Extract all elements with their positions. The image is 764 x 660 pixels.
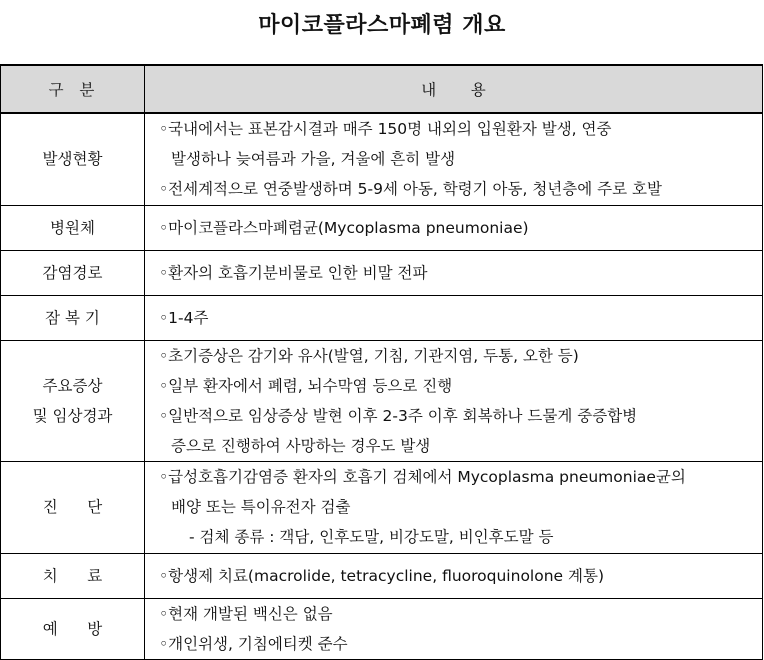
row-label bbox=[1, 250, 145, 295]
row-label-text: 예 방 bbox=[42, 619, 103, 638]
content-line: ◦급성호흡기감염증 환자의 호흡기 검체에서 Mycoplasma pneumoniae균의 bbox=[159, 468, 686, 486]
row-content bbox=[145, 113, 763, 205]
row-label-text: 잠 복 기 bbox=[45, 308, 100, 327]
content-line: ◦초기증상은 감기와 유사(발열, 기침, 기관지염, 두통, 오한 등) bbox=[159, 346, 579, 365]
content-line: ◦항생제 치료(macrolide, tetracycline, fluoroquinolone 계통) bbox=[159, 566, 604, 585]
row-content bbox=[145, 598, 763, 659]
row-label bbox=[1, 461, 145, 553]
row-content bbox=[145, 205, 763, 250]
content-line: ◦1-4주 bbox=[159, 308, 209, 327]
row-content bbox=[145, 295, 763, 340]
row-label-text: 및 임상경과 bbox=[32, 406, 113, 425]
table-row bbox=[1, 250, 763, 295]
row-label-text: 병원체 bbox=[50, 218, 95, 237]
header-category: 구 분 bbox=[1, 65, 145, 113]
row-label bbox=[1, 295, 145, 340]
row-label-text: 감염경로 bbox=[42, 263, 103, 282]
row-content bbox=[145, 250, 763, 295]
row-content bbox=[145, 461, 763, 553]
row-label-text: 주요증상 bbox=[42, 376, 103, 395]
row-label-text: 진 단 bbox=[42, 498, 103, 516]
content-line: 배양 또는 특이유전자 검출 bbox=[171, 498, 351, 516]
row-label bbox=[1, 598, 145, 659]
table-row bbox=[1, 461, 763, 553]
header-content: 내 용 bbox=[145, 65, 763, 113]
table-row bbox=[1, 295, 763, 340]
content-line: ◦국내에서는 표본감시결과 매주 150명 내외의 입원환자 발생, 연중 bbox=[159, 120, 612, 139]
table-row bbox=[1, 340, 763, 461]
table-row bbox=[1, 113, 763, 205]
row-content bbox=[145, 553, 763, 598]
row-label-text: 발생현황 bbox=[42, 150, 103, 169]
table-header-row bbox=[1, 65, 763, 113]
row-label-text: 치 료 bbox=[42, 566, 103, 585]
document-title: 마이코플라스마폐렴 개요 bbox=[258, 13, 506, 38]
content-line: ◦환자의 호흡기분비물로 인한 비말 전파 bbox=[159, 263, 428, 282]
row-label bbox=[1, 553, 145, 598]
row-label bbox=[1, 340, 145, 461]
table-row bbox=[1, 553, 763, 598]
content-line: 증으로 진행하여 사망하는 경우도 발생 bbox=[171, 436, 431, 455]
content-line: ◦현재 개발된 백신은 없음 bbox=[159, 604, 333, 623]
content-line: - 검체 종류 : 객담, 인후도말, 비강도말, 비인후도말 등 bbox=[189, 528, 554, 546]
content-line: ◦일부 환자에서 폐렴, 뇌수막염 등으로 진행 bbox=[159, 376, 453, 395]
table-row bbox=[1, 598, 763, 659]
content-line: ◦전세계적으로 연중발생하며 5-9세 아동, 학령기 아동, 청년층에 주로 호발 bbox=[159, 180, 662, 199]
content-line: 발생하나 늦여름과 가을, 겨울에 흔히 발생 bbox=[171, 150, 456, 169]
content-line: ◦일반적으로 임상증상 발현 이후 2-3주 이후 회복하나 드물게 중증합병 bbox=[159, 406, 638, 425]
table-row bbox=[1, 205, 763, 250]
row-label bbox=[1, 205, 145, 250]
overview-table bbox=[0, 64, 763, 660]
content-line: ◦마이코플라스마폐렴균(Mycoplasma pneumoniae) bbox=[159, 218, 529, 237]
row-content bbox=[145, 340, 763, 461]
content-line: ◦개인위생, 기침에티켓 준수 bbox=[159, 634, 348, 653]
row-label bbox=[1, 113, 145, 205]
